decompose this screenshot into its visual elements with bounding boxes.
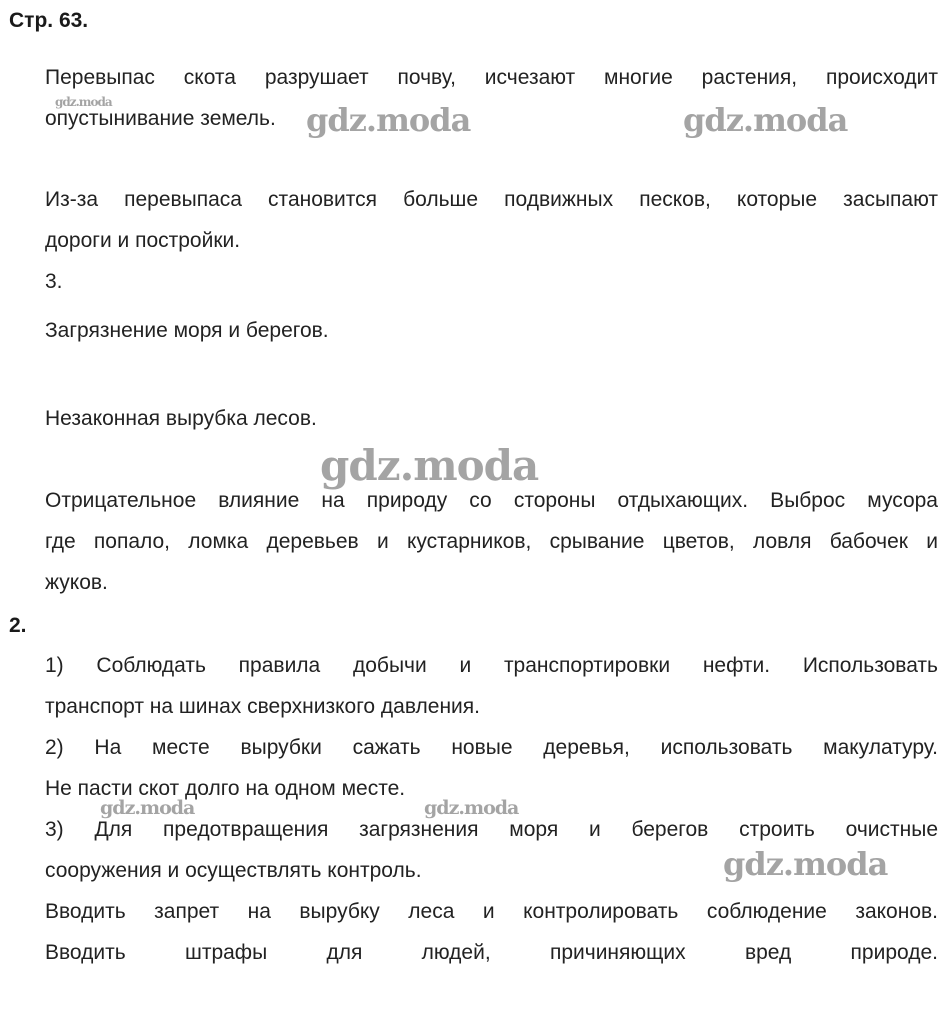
paragraph-tourists-line-1: Отрицательное влияние на природу со стороны отдыхающих. Выброс мусора — [45, 489, 938, 512]
paragraph-overgrazing-line-2: опустынивание земель. — [45, 107, 276, 130]
page-title: Стр. 63. — [9, 9, 89, 32]
paragraph-tourists-line-2: где попало, ломка деревьев и кустарников, срывание цветов, ловля бабочек и — [45, 530, 938, 553]
solution-4-line-1: Вводить запрет на вырубку леса и контролировать соблюдение законов. — [45, 900, 938, 923]
paragraph-tourists-line-3: жуков. — [45, 571, 108, 594]
solution-2-line-1: 2) На месте вырубки сажать новые деревья, использовать макулатуру. — [45, 736, 938, 759]
watermark-small-top: gdz.moda — [55, 95, 112, 109]
item-number-3: 3. — [45, 270, 63, 293]
watermark-top-center: gdz.moda — [306, 101, 471, 139]
watermark-bottom-center: gdz.moda — [424, 797, 519, 819]
watermark-bottom-left: gdz.moda — [100, 797, 195, 819]
watermark-middle-large: gdz.moda — [320, 441, 539, 490]
section-2-number: 2. — [9, 614, 27, 637]
solution-1-line-2: транспорт на шинах сверхнизкого давления. — [45, 695, 480, 718]
paragraph-sands-line-2: дороги и постройки. — [45, 229, 241, 252]
solution-1-line-1: 1) Соблюдать правила добычи и транспортировки нефти. Использовать — [45, 654, 938, 677]
solution-4-line-2: Вводить штрафы для людей, причиняющих вред природе. — [45, 941, 938, 964]
paragraph-sea-pollution: Загрязнение моря и берегов. — [45, 319, 329, 342]
paragraph-sands-line-1: Из-за перевыпаса становится больше подвижных песков, которые засыпают — [45, 188, 938, 211]
solution-2-line-2: Не пасти скот долго на одном месте. — [45, 777, 406, 800]
watermark-top-right: gdz.moda — [683, 101, 848, 139]
paragraph-illegal-logging: Незаконная вырубка лесов. — [45, 407, 317, 430]
solution-3-line-1: 3) Для предотвращения загрязнения моря и берегов строить очистные — [45, 818, 938, 841]
watermark-bottom-right: gdz.moda — [723, 845, 888, 883]
paragraph-overgrazing-line-1: Перевыпас скота разрушает почву, исчезают многие растения, происходит — [45, 66, 938, 89]
solution-3-line-2: сооружения и осуществлять контроль. — [45, 859, 422, 882]
